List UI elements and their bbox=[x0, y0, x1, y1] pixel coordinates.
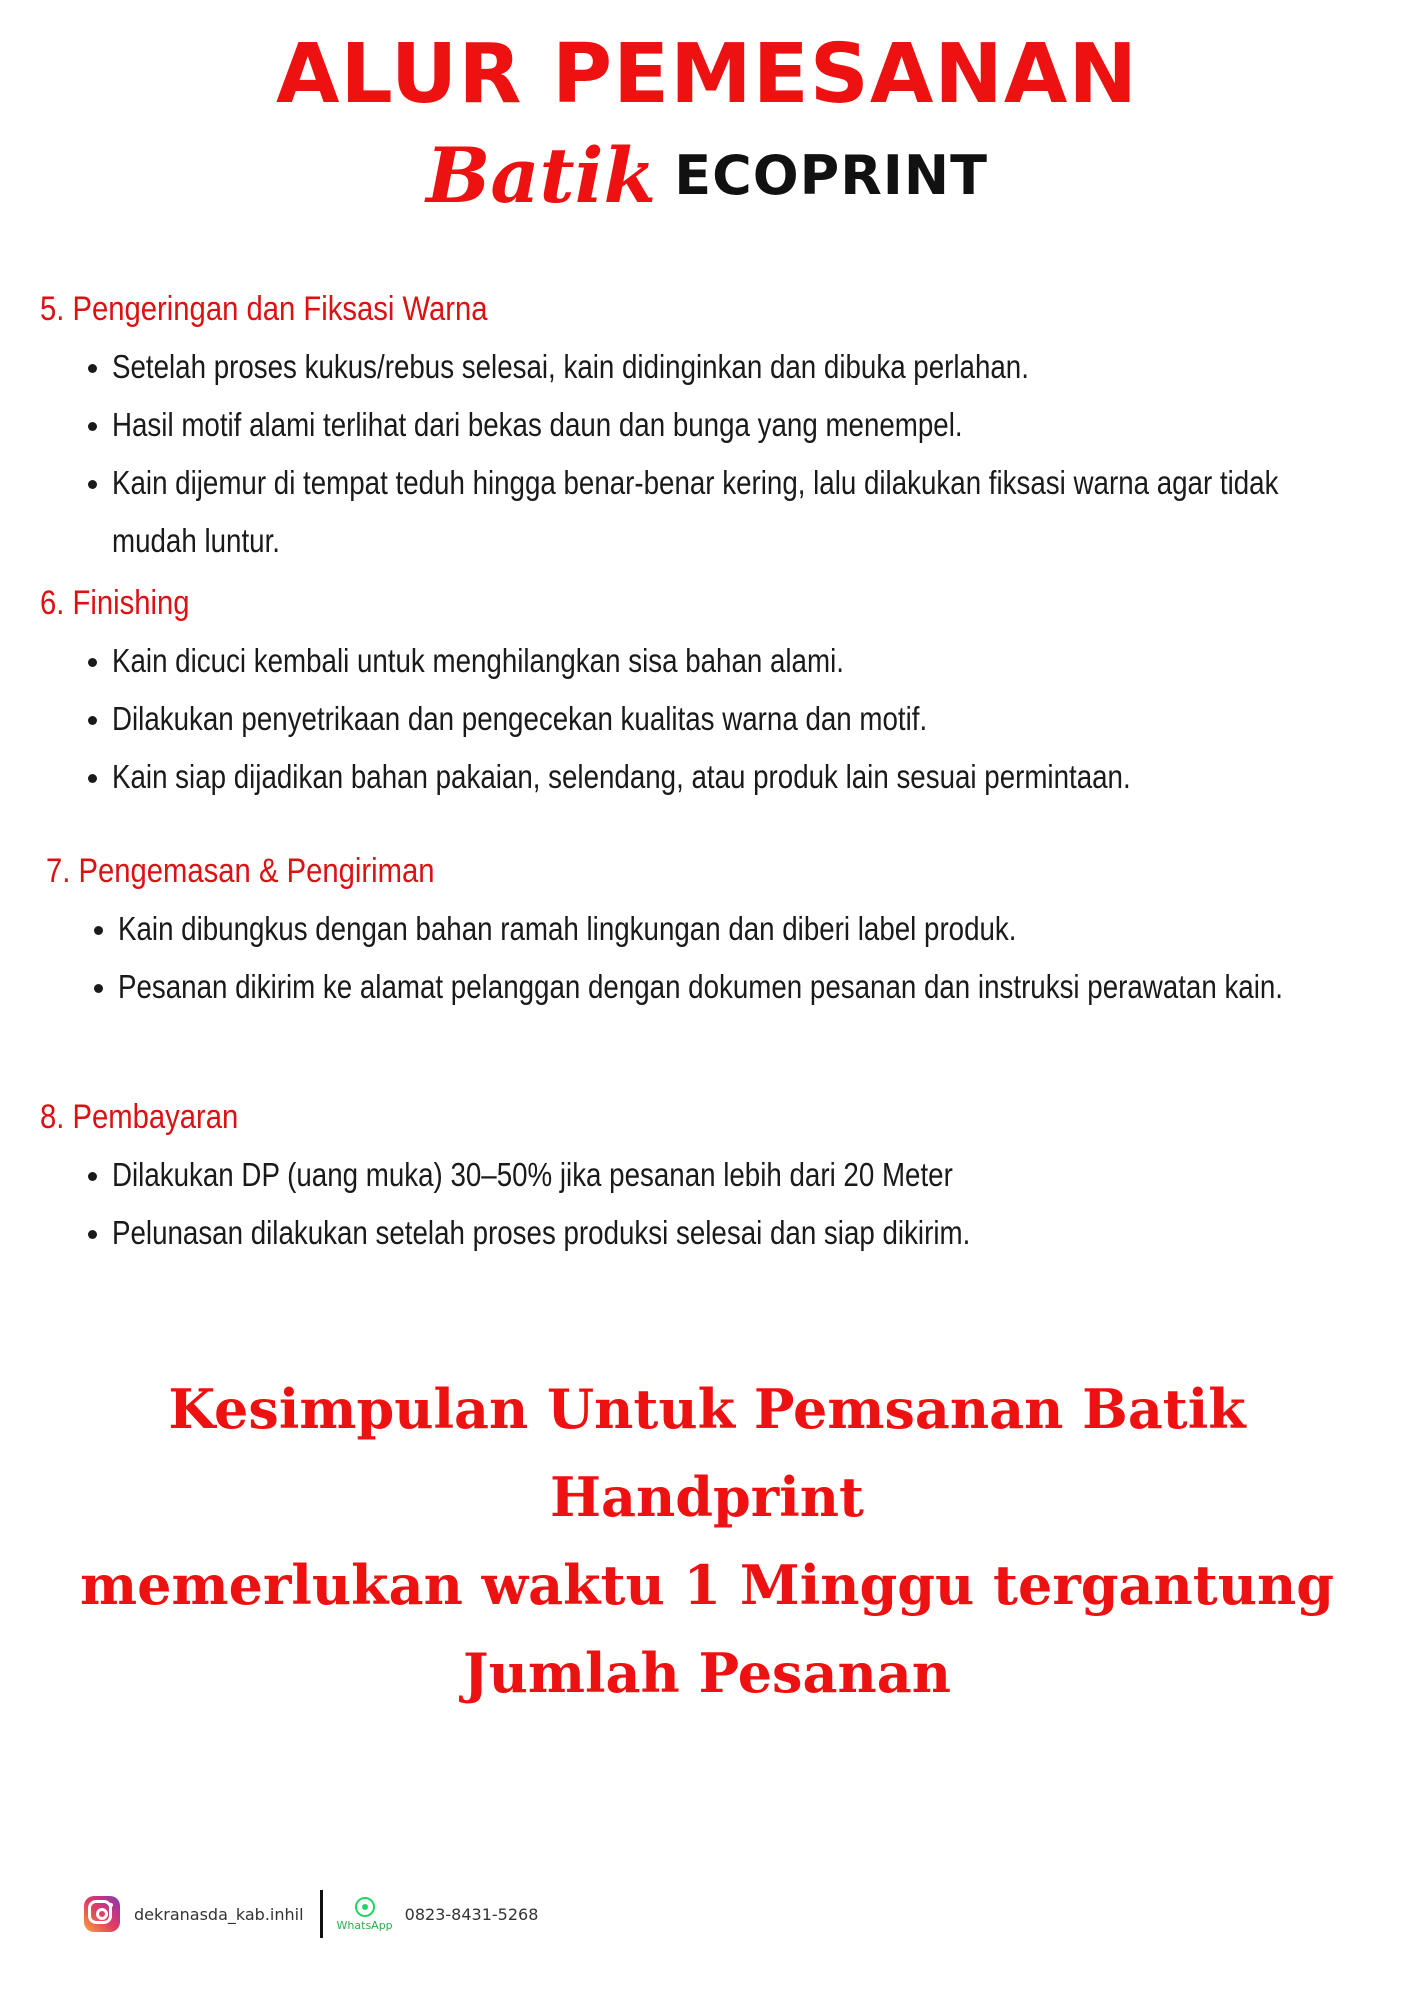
section-pengeringan bbox=[40, 288, 1380, 570]
conclusion-text bbox=[40, 1365, 1374, 1717]
bullet-list bbox=[40, 338, 1380, 570]
section-pengemasan bbox=[46, 850, 1386, 1016]
phone-number[interactable]: 0823-8431-5268 bbox=[404, 1904, 539, 1924]
section-title: 6. Finishing bbox=[40, 584, 190, 622]
list-item: Dilakukan penyetrikaan dan pengecekan kualitas warna dan motif. bbox=[84, 690, 1380, 748]
list-item: Setelah proses kukus/rebus selesai, kain didinginkan dan dibuka perlahan. bbox=[84, 338, 1380, 396]
list-item: Kain dicuci kembali untuk menghilangkan sisa bahan alami. bbox=[84, 632, 1380, 690]
list-item: Kain siap dijadikan bahan pakaian, selendang, atau produk lain sesuai permintaan. bbox=[84, 748, 1380, 806]
whatsapp-label: WhatsApp bbox=[336, 1918, 393, 1932]
conclusion-line: Kesimpulan Untuk Pemsanan Batik Handprint bbox=[168, 1377, 1246, 1529]
list-item: Kain dibungkus dengan bahan ramah lingkungan dan diberi label produk. bbox=[90, 900, 1386, 958]
footer-divider bbox=[320, 1890, 323, 1938]
list-item: Kain dijemur di tempat teduh hingga benar-benar kering, lalu dilakukan fiksasi warna agar tidak mudah luntur. bbox=[84, 454, 1380, 570]
list-item: Pesanan dikirim ke alamat pelanggan dengan dokumen pesanan dan instruksi perawatan kain. bbox=[90, 958, 1386, 1016]
section-finishing bbox=[40, 582, 1380, 806]
subtitle-ecoprint: ECOPRINT bbox=[674, 144, 988, 207]
footer-contact bbox=[84, 1888, 538, 1940]
page-subtitle bbox=[0, 131, 1414, 220]
conclusion-line: Jumlah Pesanan bbox=[463, 1641, 951, 1705]
list-item: Dilakukan DP (uang muka) 30–50% jika pesanan lebih dari 20 Meter bbox=[84, 1146, 1380, 1204]
instagram-icon bbox=[84, 1896, 120, 1932]
bullet-list bbox=[46, 900, 1386, 1016]
list-item: Hasil motif alami terlihat dari bekas daun dan bunga yang menempel. bbox=[84, 396, 1380, 454]
section-pembayaran bbox=[40, 1096, 1380, 1262]
section-title: 7. Pengemasan & Pengiriman bbox=[46, 852, 435, 890]
subtitle-batik: Batik bbox=[426, 131, 657, 220]
whatsapp-icon bbox=[355, 1897, 375, 1917]
whatsapp-block bbox=[337, 1897, 393, 1932]
section-title: 5. Pengeringan dan Fiksasi Warna bbox=[40, 290, 488, 328]
bullet-list bbox=[40, 1146, 1380, 1262]
page-title: ALUR PEMESANAN bbox=[275, 27, 1139, 122]
section-title: 8. Pembayaran bbox=[40, 1098, 239, 1136]
list-item: Pelunasan dilakukan setelah proses produksi selesai dan siap dikirim. bbox=[84, 1204, 1380, 1262]
bullet-list bbox=[40, 632, 1380, 806]
instagram-handle[interactable]: dekranasda_kab.inhil bbox=[134, 1904, 304, 1924]
conclusion-line: memerlukan waktu 1 Minggu tergantung bbox=[79, 1553, 1335, 1617]
